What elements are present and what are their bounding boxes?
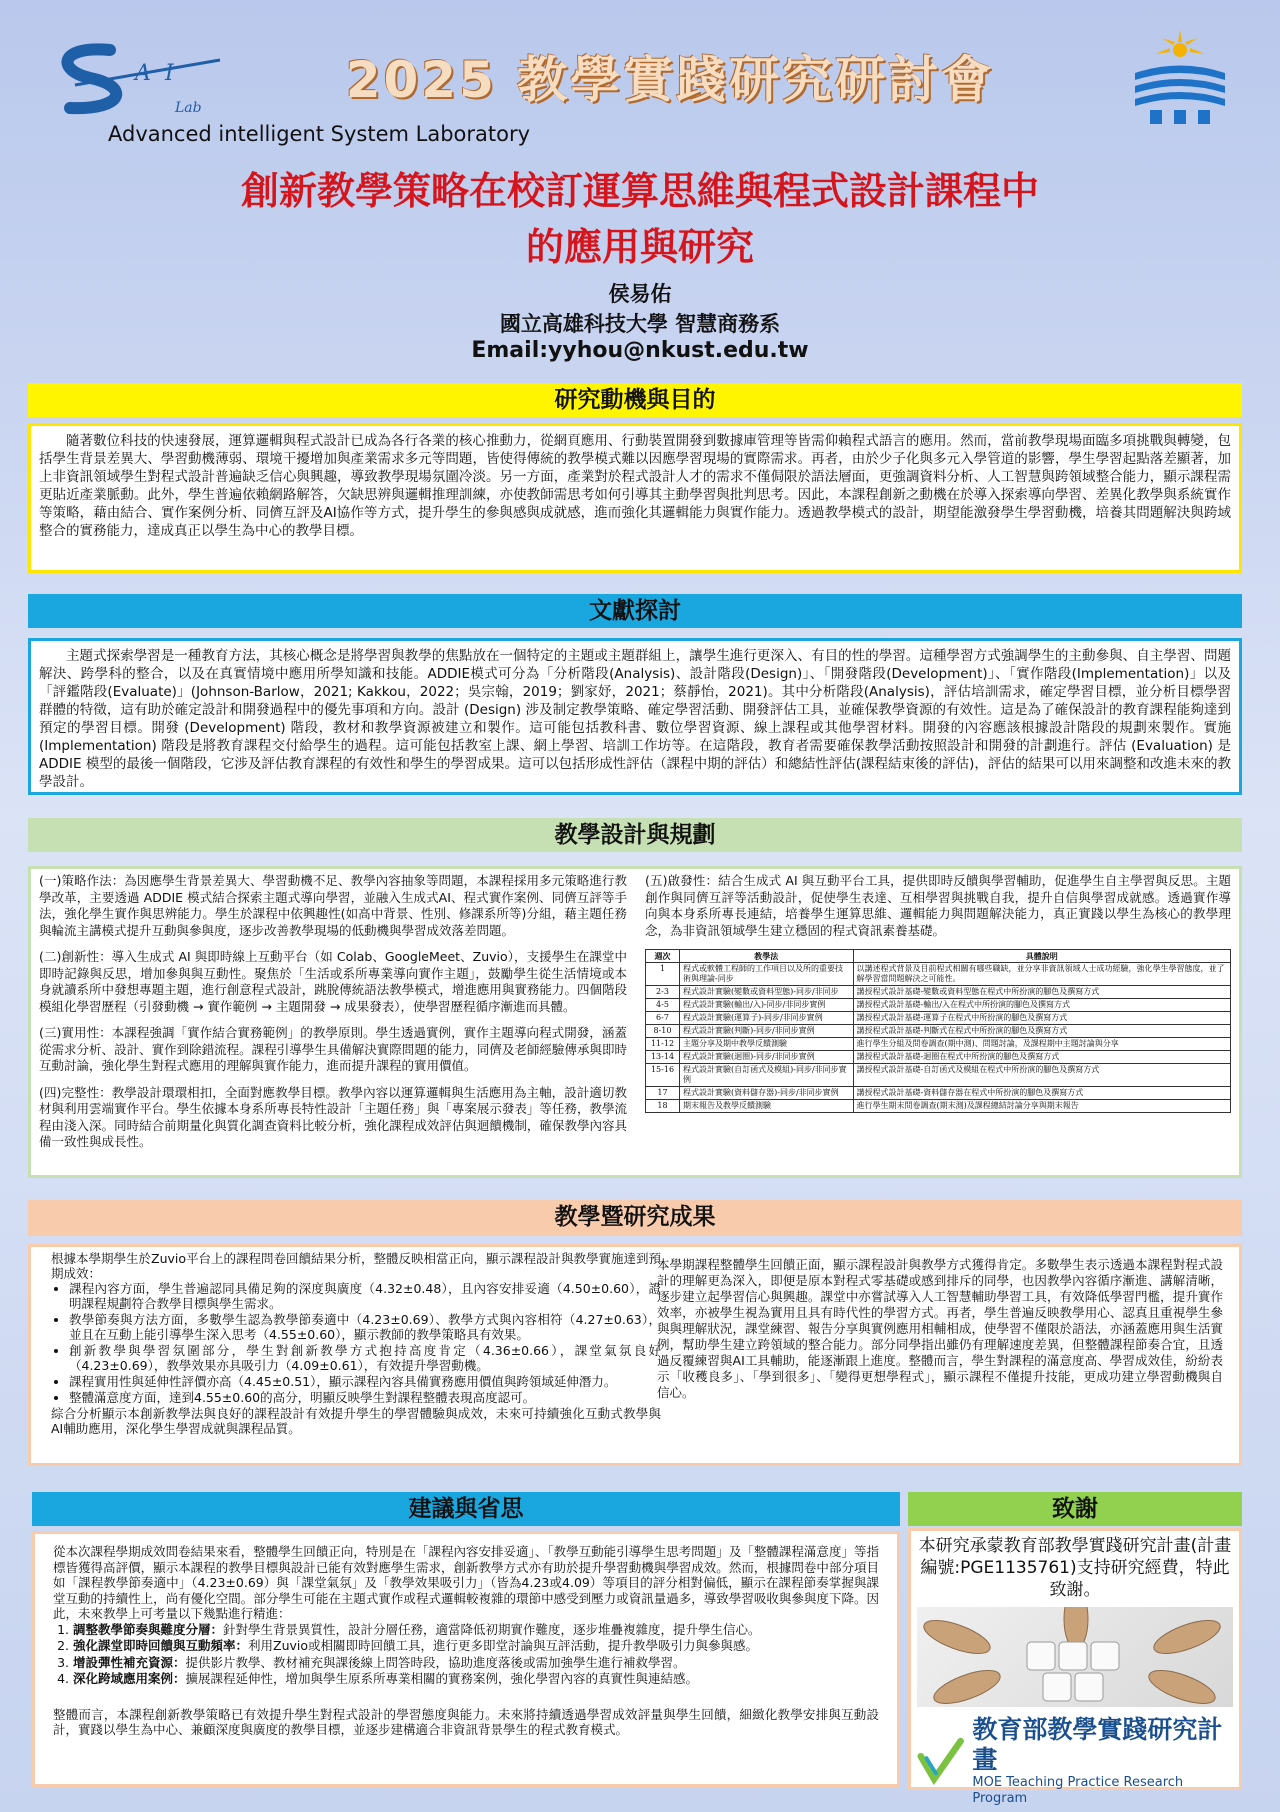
list-item bbox=[73, 1655, 879, 1671]
table-cell: 程式設計實驗(變數或資料型態)-同步/非同步 bbox=[680, 986, 854, 999]
university-logo bbox=[1120, 28, 1230, 128]
suggestions-box bbox=[32, 1531, 900, 1787]
table-header: 週次 bbox=[646, 950, 680, 963]
list-item: • 創新教學與學習氛圍部分，學生對創新教學方式抱持高度肯定（4.36±0.66），課堂氣氛良好（4.23±0.69），教學效果亦具吸引力（4.09±0.61），有效提升學習動機。 bbox=[69, 1343, 661, 1373]
item-label: 深化跨域應用案例： bbox=[73, 1671, 186, 1686]
paper-title bbox=[60, 163, 1220, 275]
table-cell: 講授程式設計基礎-運算子在程式中所扮演的腳色及撰寫方式 bbox=[853, 1012, 1230, 1025]
results-right-column bbox=[657, 1257, 1223, 1401]
table-row bbox=[646, 1087, 1231, 1100]
table-cell: 講授程式設計基礎-輸出/入在程式中所扮演的腳色及撰寫方式 bbox=[853, 999, 1230, 1012]
table-cell: 程式設計實驗(自訂函式及模組)-同步/非同步實例 bbox=[680, 1064, 854, 1087]
table-cell: 程式設計實驗(判斷)-同步/非同步實例 bbox=[680, 1025, 854, 1038]
conference-title: 2025 教學實踐研究研討會 bbox=[345, 51, 995, 109]
table-row bbox=[646, 986, 1231, 999]
acknowledgement-text: 本研究承蒙教育部教學實踐研究計畫(計畫編號:PGE1135761)支持研究經費，特此致謝。 bbox=[918, 1536, 1232, 1600]
suggestions-outro: 整體而言，本課程創新教學策略已有效提升學生對程式設計的學習態度與能力。未來將持續透過學習成效評量與學生回饋，細緻化教學安排與互動設計，實踐以學生為中心、兼顧深度與廣度的教學目標，並逐步建構適合非資訊背景學生的程式教育模式。 bbox=[53, 1706, 879, 1737]
table-cell: 進行學生分組及問卷調查(期中測)、問題討論，及課程期中主題討論與分享 bbox=[853, 1038, 1230, 1051]
design-left-column bbox=[39, 873, 627, 1161]
literature-box bbox=[28, 638, 1242, 795]
literature-text: 主題式探索學習是一種教育方法，其核心概念是將學習與教學的焦點放在一個特定的主題或主題群組上，讓學生進行更深入、有目的性的學習。這種學習方式強調學生的主動參與、自主學習、問題解決、跨學科的整合，以及在真實情境中應用所學知識和技能。ADDIE模式可分為「分析階段(Analysis)、設計階段(Design)」、「開發階段(Development)」、「實作階段(Implementation)」以及「評鑑階段(Evaluate)」(Johnson-Barlow，2021; Kakkou，2022；吳宗翰，2019；劉家妤，2021；蔡靜怡，2021)。其中分析階段(Analysis)，評估培訓需求，確定學習目標，並分析目標學習群體的特徵，這有助於確定設計和開發過程中的優先事項和方向。設計 (Design) 涉及制定教學策略、確定學習活動、開發評估工具，並確保教學資源的有效性。這是為了確保設計的教育課程能夠達到預定的學習目標。開發 (Development) 階段，教材和教學資源被建立和製作。這可能包括教科書、數位學習資源、線上課程或其他學習材料。開發的內容應該根據設計階段的規劃來製作。實施 (Implementation) 階段是將教育課程交付給學生的過程。這可能包括教室上課、網上學習、培訓工作坊等。在這階段，教育者需要確保教學活動按照設計和開發的計劃進行。評估 (Evaluation) 是 ADDIE 模型的最後一個階段，它涉及評估教育課程的有效性和學生的學習成果。這可以包括形成性評估（課程中期的評估）和總結性評估(課程結束後的評估)，評估的結果可以用來調整和改進未來的教學設計。 bbox=[39, 648, 1231, 790]
table-header: 具體說明 bbox=[853, 950, 1230, 963]
section-heading-literature: 文獻探討 bbox=[28, 594, 1242, 628]
svg-text:A: A bbox=[135, 61, 151, 86]
table-header: 教學法 bbox=[680, 950, 854, 963]
item-label: 增設彈性補充資源： bbox=[73, 1654, 186, 1670]
table-cell: 6-7 bbox=[646, 1012, 680, 1025]
svg-text:I: I bbox=[165, 61, 174, 86]
item-text: 提供影片教學、教材補充與課後線上問答時段，協助進度落後或需加強學生進行補救學習。 bbox=[185, 1654, 686, 1670]
table-row bbox=[646, 1100, 1231, 1113]
table-cell: 講授程式設計基礎-迴圈在程式中所扮演的腳色及撰寫方式 bbox=[853, 1051, 1230, 1064]
table-cell: 主題分享及期中教學反饋測驗 bbox=[680, 1038, 854, 1051]
item-text: 針對學生背景異質性，設計分層任務，適當降低初期實作難度，逐步堆疊複雜度，提升學生信心。 bbox=[223, 1621, 761, 1637]
moe-check-icon bbox=[917, 1736, 964, 1786]
paper-title-line1: 創新教學策略在校訂運算思維與程式設計課程中 bbox=[240, 169, 1039, 213]
results-list bbox=[69, 1281, 661, 1405]
section-heading-suggestions: 建議與省思 bbox=[32, 1492, 900, 1526]
table-cell: 2-3 bbox=[646, 986, 680, 999]
results-outro: 綜合分析顯示本創新教學法與良好的課程設計有效提升學生的學習體驗與成效，未來可持續強化互動式教學與AI輔助應用，深化學生學習成就與課程品質。 bbox=[51, 1406, 661, 1436]
results-feedback: 本學期課程整體學生回饋正面，顯示課程設計與教學方式獲得肯定。多數學生表示透過本課程對程式設計的理解更為深入，即便是原本對程式零基礎或感到排斥的同學，也因教學內容循序漸進、講解清晰，逐步建立起學習信心與興趣。課堂中亦嘗試導入人工智慧輔助學習工具，有效降低學習門檻，提升實作效率，亦被學生視為實用且具有時代性的學習方式。再者，學生普遍反映教學用心、認真且重視學生參與與理解狀況，課堂練習、報告分享與實例應用相輔相成，使學習不僅限於語法，亦涵蓋應用與生活實例，幫助學生建立跨領域的整合能力。部分同學指出雖仍有理解速度差異，但整體課程節奏合宜，且透過反覆練習與AI工具輔助，能逐漸跟上進度。整體而言，學生對課程的滿意度高、學習成效佳，紛紛表示「收穫良多」、「學到很多」、「變得更想學程式」，顯示課程不僅提升技能，更成功建立學習動機與自信心。 bbox=[657, 1257, 1223, 1400]
table-row bbox=[646, 963, 1231, 986]
table-cell: 18 bbox=[646, 1100, 680, 1113]
motivation-box bbox=[28, 423, 1242, 573]
suggestions-intro: 從本次課程學期成效問卷結果來看，整體學生回饋正向，特別是在「課程內容安排妥適」、「教學互動能引導學生思考問題」及「整體課程滿意度」等指標皆獲得高評價，顯示本課程的教學目標與設計已能有效對應學生需求，創新教學方式亦有助於提升學習動機與學習成效。然而，根據問卷中部分項目如「課程教學節奏適中」（4.23±0.69）與「課堂氣氛」及「教學效果吸引力」（皆為4.23或4.09）等項目的評分相對偏低，顯示在課程節奏掌握與課堂互動的持續性上，尚有優化空間。部分學生可能在主題式實作或程式邏輯較複雜的環節中感受到壓力或資訊量過多，導致學習吸收與參與度下降。因此，未來教學上可考量以下幾點進行精進： bbox=[53, 1544, 879, 1621]
table-cell: 講授程式設計基礎-資料儲存器在程式中所扮演的腳色及撰寫方式 bbox=[853, 1087, 1230, 1100]
affiliation: 國立高雄科技大學 智慧商務系 bbox=[499, 312, 781, 336]
email: Email:yyhou@nkust.edu.tw bbox=[471, 338, 809, 363]
list-item: • 課程內容方面，學生普遍認同具備足夠的深度與廣度（4.32±0.48），且內容安排妥適（4.50±0.60），證明課程規劃符合教學目標與學生需求。 bbox=[69, 1281, 661, 1311]
item-label: 調整教學節奏與難度分層： bbox=[73, 1621, 224, 1637]
table-cell: 程式或軟體工程師的工作項目以及所的重要技術與理論-同步 bbox=[680, 963, 854, 986]
table-cell: 17 bbox=[646, 1087, 680, 1100]
table-cell: 講授程式設計基礎-變數或資料型態在程式中所扮演的腳色及撰寫方式 bbox=[853, 986, 1230, 999]
item-text: 利用Zuvio或相關即時回饋工具，進行更多即堂討論與互評活動，提升教學吸引力與參與感。 bbox=[248, 1638, 759, 1653]
table-cell: 進行學生期末問卷調查(期末測)及課程總結討論分享與期末報告 bbox=[853, 1100, 1230, 1113]
table-cell: 程式設計實驗(運算子)-同步/非同步實例 bbox=[680, 1012, 854, 1025]
section-heading-results: 教學暨研究成果 bbox=[28, 1200, 1242, 1236]
item-label: 強化課堂即時回饋與互動頻率： bbox=[73, 1638, 249, 1653]
design-box bbox=[28, 866, 1242, 1178]
table-cell: 講授程式設計基礎-自訂函式及模組在程式中所扮演的腳色及撰寫方式 bbox=[853, 1064, 1230, 1087]
results-box bbox=[28, 1244, 1242, 1466]
design-right-column bbox=[645, 873, 1231, 1113]
table-cell: 期末報告及教學反饋測驗 bbox=[680, 1100, 854, 1113]
table-row bbox=[646, 1051, 1231, 1064]
suggestions-list bbox=[73, 1622, 879, 1687]
paper-title-line2: 的應用與研究 bbox=[525, 225, 754, 269]
design-completeness: (四)完整性：教學設計環環相扣，全面對應教學目標。教學內容以運算邏輯與生活應用為主軸，設計適切教材與利用雲端實作平台。學生依據本身系所專長特性設計「主題任務」與「專案展示發表」等任務，教學流程由淺入深。同時結合前期量化與質化調查資料比較分析，強化課程成效評估與迴饋機制，確保教學內容具備一致性與成長性。 bbox=[39, 1084, 627, 1149]
program-name-en: MOE Teaching Practice Research Program bbox=[972, 1775, 1184, 1806]
table-cell: 以講述程式背景及目前程式相關有哪些職缺，並分享非資訊領域人士成功經驗，強化學生學習態度，並了解學習當問題解決之可能性。 bbox=[853, 963, 1230, 986]
table-cell: 程式設計實驗(資料儲存器)-同步/非同步實例 bbox=[680, 1087, 854, 1100]
author: 侯易佑 bbox=[608, 282, 672, 306]
list-item bbox=[73, 1638, 879, 1654]
svg-text:Lab: Lab bbox=[175, 100, 202, 116]
table-cell: 13-14 bbox=[646, 1051, 680, 1064]
results-intro: 根據本學期學生於Zuvio平台上的課程問卷回饋結果分析，整體反映相當正向，顯示課程設計與教學實施達到預期成效： bbox=[51, 1251, 662, 1281]
suggestions-content bbox=[43, 1540, 889, 1742]
table-row bbox=[646, 1064, 1231, 1087]
table-cell: 4-5 bbox=[646, 999, 680, 1012]
moe-program-logo bbox=[917, 1715, 1233, 1807]
list-item: • 課程實用性與延伸性評價亦高（4.45±0.51），顯示課程內容具備實務應用價值與跨領域延伸潛力。 bbox=[69, 1374, 661, 1389]
list-item bbox=[73, 1671, 879, 1687]
table-header-row bbox=[646, 950, 1231, 963]
motivation-text: 隨著數位科技的快速發展，運算邏輯與程式設計已成為各行各業的核心推動力，從網頁應用、行動裝置開發到數據庫管理等皆需仰賴程式語言的應用。然而，當前教學現場面臨多項挑戰與轉變，包括學生背景差異大、學習動機薄弱、環境干擾增加與產業需求多元等問題，皆使得傳統的教學模式難以因應學習現場的實際需求。再者，由於少子化與多元入學管道的影響，學生學習起點落差顯著，加上非資訊領域學生對程式設計普遍缺乏信心與興趣，導致教學現場氛圍冷淡。另一方面，產業對於程式設計人才的需求不僅侷限於語法層面，更強調資料分析、人工智慧與跨領域整合能力，顯示課程需更貼近產業脈動。此外，學生普遍依賴網路解答，欠缺思辨與邏輯推理訓練，亦使教師需思考如何引導其主動學習與批判思考。因此，本課程創新之動機在於導入探索導向學習、差異化教學與系統實作等策略，藉由結合、實作案例分析、同儕互評及AI協作等方式，提升學生的參與感與成就感，進而強化其邏輯能力與實作能力。透過教學模式的設計，期望能激發學生學習動機，培養其問題解決與跨域整合的實務能力，達成真正以學生為中心的教學目標。 bbox=[39, 433, 1231, 539]
item-text: 擴展課程延伸性，增加與學生原系所專業相關的實務案例，強化學習內容的真實性與連結感。 bbox=[185, 1671, 699, 1686]
table-row bbox=[646, 1012, 1231, 1025]
acknowledgement-box bbox=[908, 1528, 1242, 1806]
table-cell: 15-16 bbox=[646, 1064, 680, 1087]
section-heading-motivation: 研究動機與目的 bbox=[28, 383, 1242, 417]
design-strategy: (一)策略作法：為因應學生背景差異大、學習動機不足、教學內容抽象等問題，本課程採用多元策略進行教學改革，主要透過 ADDIE 模式結合探索主題式導向學習，並融入生成式AI、程式實作案例、同儕互評等手法，強化學生實作與思辨能力。學生於課程中依興趣性(如高中背景、性別、修課系所等)分組，藉主題任務與輪流主講模式提升互動與參與度，逐步改善教學現場的低動機與學習成效落差問題。 bbox=[39, 873, 627, 938]
table-row bbox=[646, 999, 1231, 1012]
program-name-zh: 教育部教學實踐研究計畫 bbox=[972, 1715, 1223, 1774]
section-heading-acknowledgement: 致謝 bbox=[908, 1492, 1242, 1526]
teamwork-hands-image bbox=[917, 1607, 1233, 1707]
course-schedule-table bbox=[645, 949, 1231, 1113]
list-item: • 教學節奏與方法方面，多數學生認為教學節奏適中（4.23±0.69）、教學方式與內容相符（4.27±0.63），並且在互動上能引導學生深入思考（4.55±0.60），顯示教師的教學策略具有效果。 bbox=[69, 1312, 661, 1342]
lab-name: Advanced intelligent System Laboratory bbox=[108, 122, 531, 146]
table-cell: 程式設計實驗(輸出/入)-同步/非同步實例 bbox=[680, 999, 854, 1012]
table-cell: 1 bbox=[646, 963, 680, 986]
table-row bbox=[646, 1025, 1231, 1038]
lab-logo bbox=[50, 40, 230, 120]
list-item: • 整體滿意度方面，達到4.55±0.60的高分，明顯反映學生對課程整體表現高度認可。 bbox=[69, 1390, 661, 1405]
design-practicality: (三)實用性：本課程強調「實作結合實務範例」的教學原則。學生透過實例，實作主題導向程式開發，涵蓋從需求分析、設計、實作到除錯流程。課程引導學生具備解決實際問題的能力，同儕及老師經驗傳承與即時互動討論，強化學生對程式應用的理解與實作能力，進而提升課程的實用價值。 bbox=[39, 1025, 627, 1073]
results-left-column bbox=[51, 1251, 661, 1436]
section-heading-design: 教學設計與規劃 bbox=[28, 818, 1242, 852]
table-cell: 11-12 bbox=[646, 1038, 680, 1051]
design-inspiration: (五)啟發性：結合生成式 AI 與互動平台工具，提供即時反饋與學習輔助，促進學生自主學習與反思。主題創作與同儕互評等活動設計，促使學生表達、互相學習與挑戰自我，提升自信與學習成就感。透過實作導向與本身系所專長連結，培養學生運算思維、邏輯能力與問題解決能力，真正實踐以學生為核心的教學理念，為非資訊領域學生建立穩固的程式資訊素養基礎。 bbox=[645, 873, 1231, 938]
table-cell: 程式設計實驗(迴圈)-同步/非同步實例 bbox=[680, 1051, 854, 1064]
design-innovation: (二)創新性：導入生成式 AI 與即時線上互動平台（如 Colab、GoogleMeet、Zuvio），支援學生在課堂中即時記錄與反思，增加參與與互動性。聚焦於「生活或系所專業導向實作主題」，鼓勵學生從生活情境或本身就讀系所中發想專題主題，進行創意程式設計，跳脫傳統語法教學模式，增進應用與實務能力。四個階段模組化學習歷程（引發動機 → 實作範例 → 主題開發 → 成果發表），使學習歷程循序漸進而具體。 bbox=[39, 949, 627, 1014]
table-cell: 8-10 bbox=[646, 1025, 680, 1038]
list-item bbox=[73, 1622, 879, 1638]
table-cell: 講授程式設計基礎-判斷式在程式中所扮演的腳色及撰寫方式 bbox=[853, 1025, 1230, 1038]
table-row bbox=[646, 1038, 1231, 1051]
